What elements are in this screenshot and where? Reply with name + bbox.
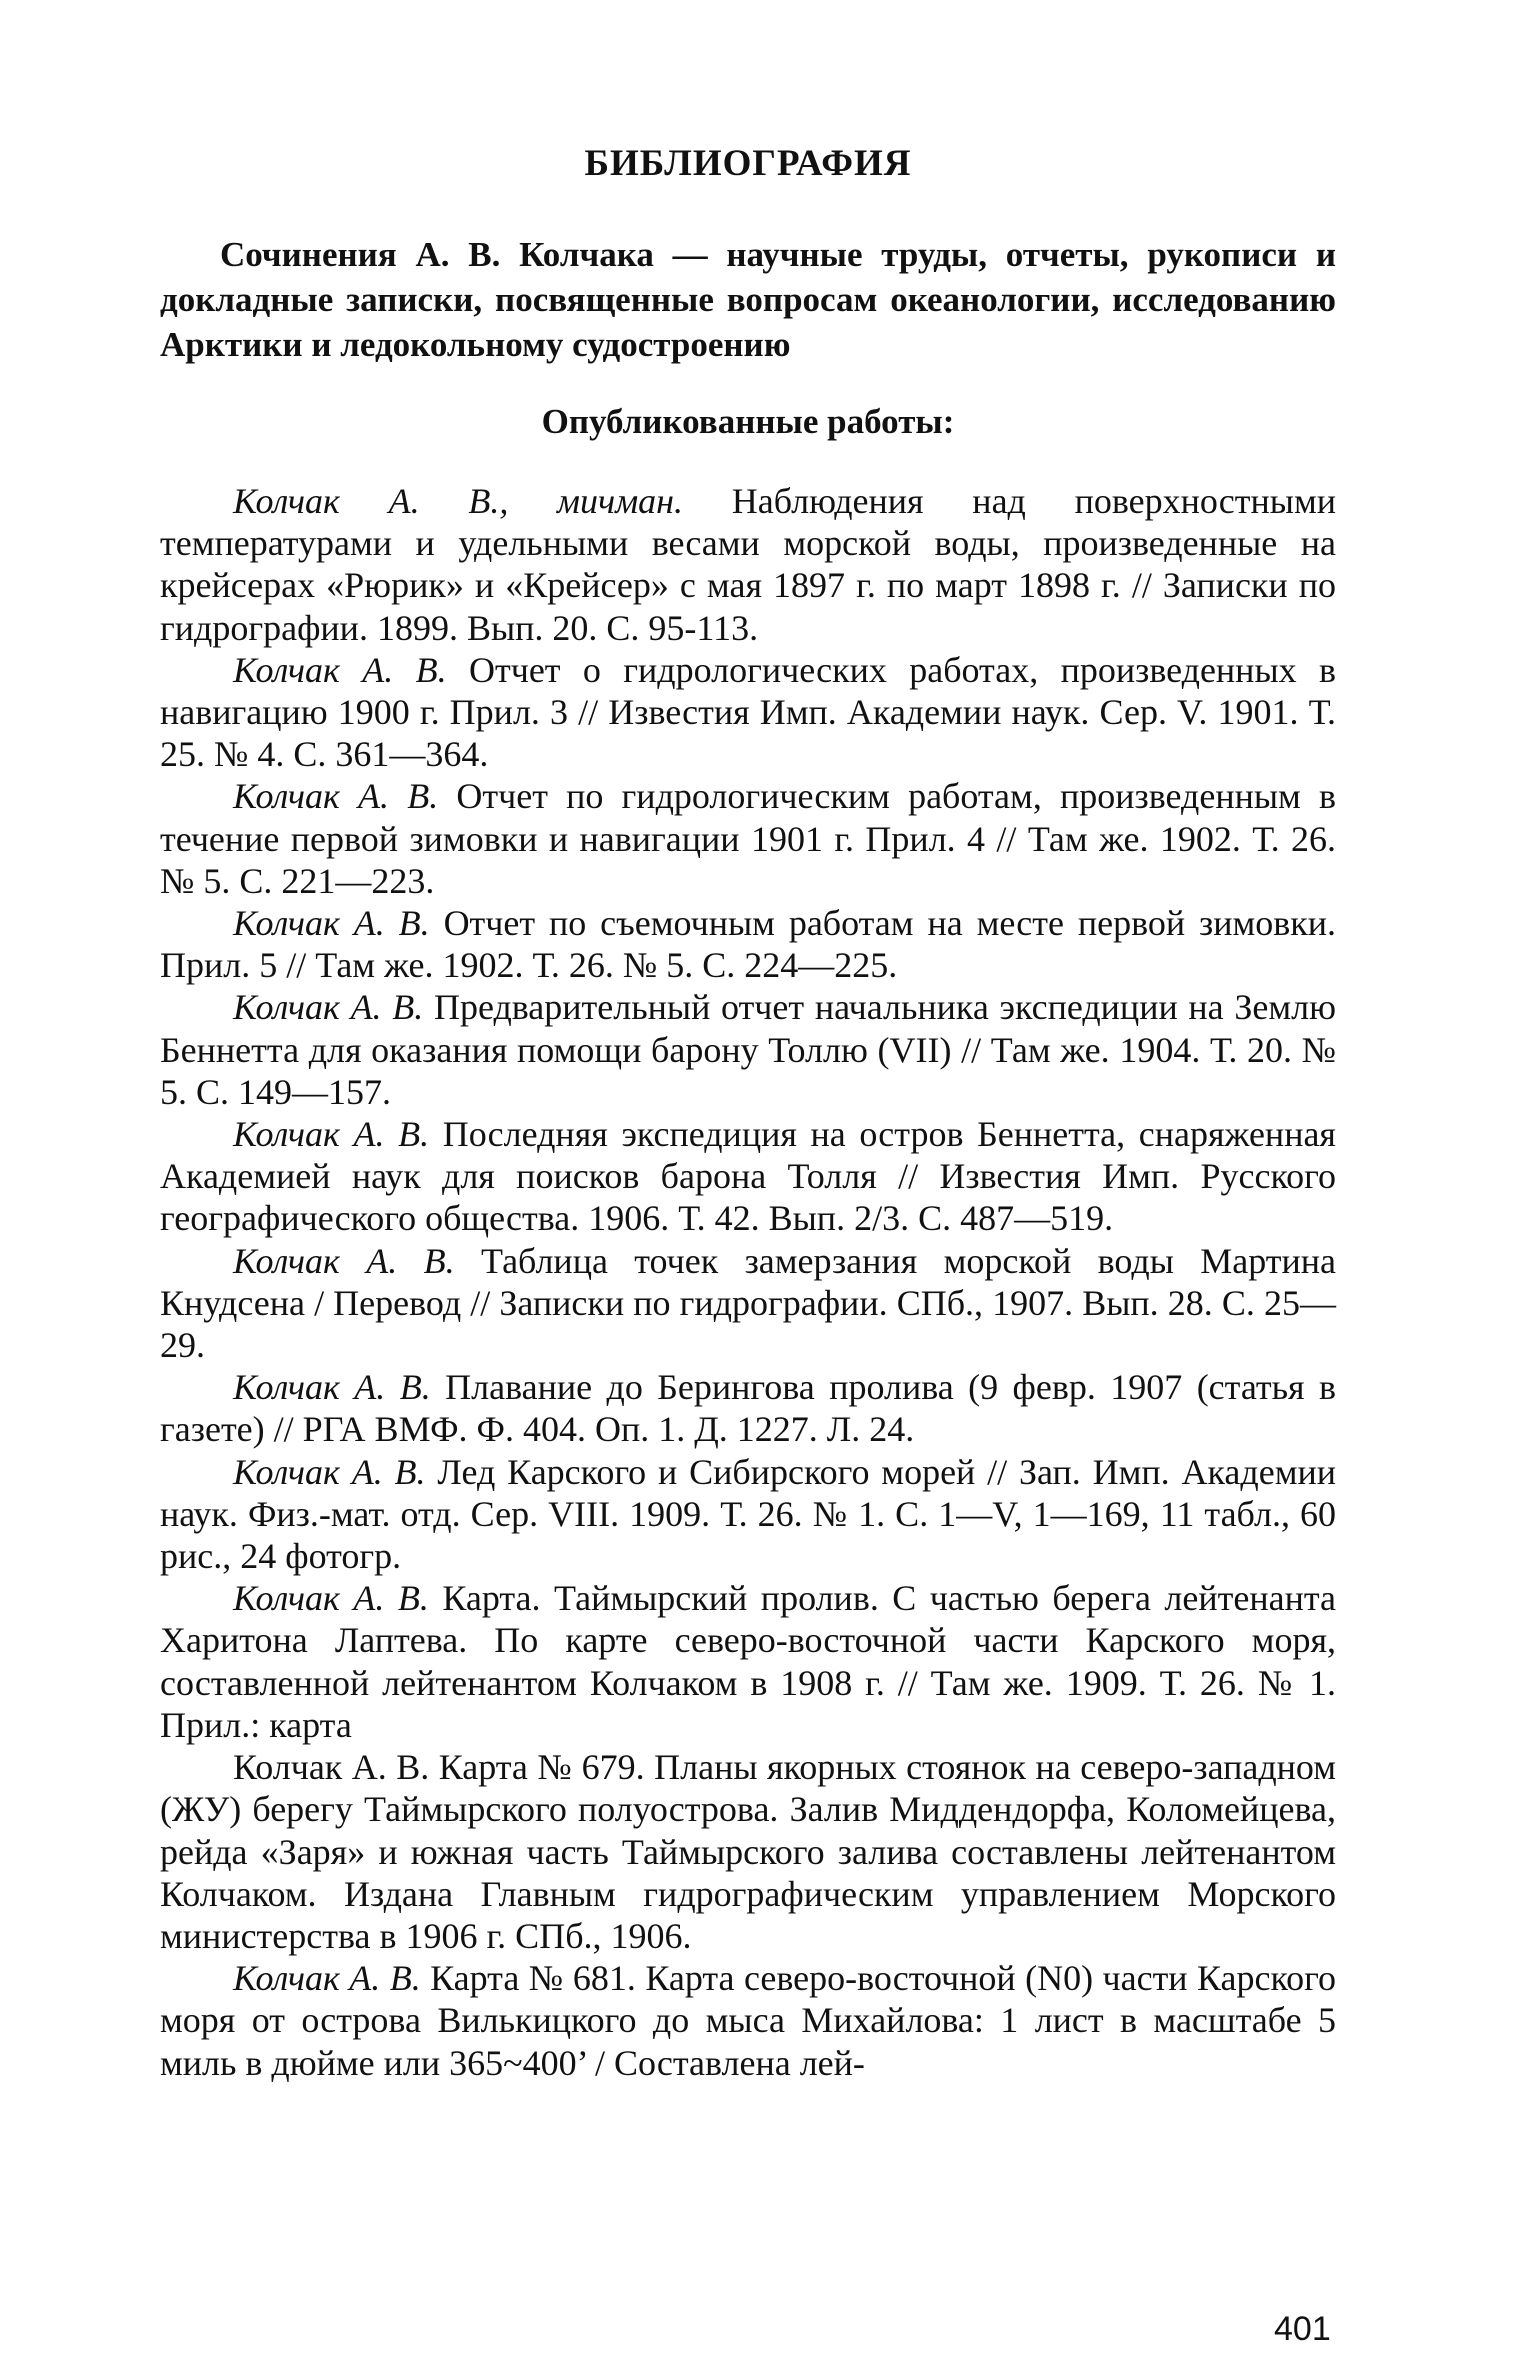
entry-author: Колчак А. В. (233, 1240, 455, 1281)
entry-author: Колчак А. В. (233, 776, 439, 817)
entry-author: Колчак А. В. (233, 1451, 426, 1492)
section-title: Опубликованные работы: (541, 402, 955, 441)
bibliography-entry (160, 986, 1336, 1113)
bibliography-entry (160, 1957, 1336, 2084)
bibliography-entry (160, 902, 1336, 986)
page-heading: БИБЛИОГРАФИЯ (584, 143, 912, 184)
entry-text: Плавание до Берингова пролива (9 февр. 1907 (статья в газете) // РГА ВМФ. Ф. 404. Оп. 1. Д. 1227. Л. 24. (160, 1367, 1337, 1450)
bibliography-entry (160, 1451, 1336, 1578)
bibliography-list (160, 480, 1336, 2084)
entry-text: Карта № 681. Карта северо-восточной (N0) части Карского моря от острова Вилькицкого до мыса Михайлова: 1 лист в масштабе 5 миль в дюйме или 365~400’ / Составлена лей- (160, 1958, 1337, 2083)
entry-author: Колчак А. В. (233, 1578, 429, 1619)
bibliography-entry (160, 480, 1336, 649)
entry-text: Колчак А. В. Карта № 679. Планы якорных стоянок на северо-западном (ЖУ) берегу Таймырского полуострова. Залив Миддендорфа, Коломейцева, рейда «Заря» и южная часть Таймырского залива составлены лейтенантом Колчаком. Издана Главным гидрографическим управлением Морского министерства в 1906 г. СПб., 1906. (160, 1747, 1336, 1956)
bibliography-entry (160, 1577, 1336, 1746)
entry-text: Лед Карского и Сибирского морей // Зап. Имп. Академии наук. Физ.-мат. отд. Сер. VIII. 1909. Т. 26. № 1. С. 1—V, 1—169, 11 табл., 60 рис., 24 фотогр. (160, 1451, 1337, 1577)
entry-text: Последняя экспедиция на остров Беннетта, снаряженная Академией наук для поисков барона Толля // Известия Имп. Русского географического общества. 1906. Т. 42. Вып. 2/3. С. 487—519. (160, 1114, 1336, 1239)
entry-author: Колчак А. В., мичман. (233, 481, 684, 521)
bibliography-entry (160, 775, 1336, 902)
entry-text: Наблюдения над поверхностными температурами и удельными весами морской воды, произведенные на крейсерах «Рюрик» и «Крейсер» с мая 1897 г. по март 1898 г. // Записки по гидрографии. 1899. Вып. 20. С. 95-113. (160, 481, 1337, 648)
entry-author: Колчак А. В. (233, 1114, 430, 1155)
entry-author: Колчак А. В. (233, 649, 447, 690)
bibliography-entry (160, 1366, 1336, 1450)
entry-author: Колчак А. В. (233, 903, 430, 944)
page-number: 401 (1274, 2310, 1331, 2348)
bibliography-entry (160, 649, 1336, 776)
entry-author: Колчак А. В. (233, 987, 424, 1028)
section-subheading: Сочинения А. В. Колчака — научные труды, отчеты, рукописи и докладные записки, посвященные вопросам океанологии, исследованию Арктики и ледокольному судостроению (160, 235, 1336, 364)
entry-text: Таблица точек замерзания морской воды Мартина Кнудсена / Перевод // Записки по гидрографии. СПб., 1907. Вып. 28. С. 25—29. (160, 1240, 1337, 1366)
entry-author: Колчак А. В. (233, 1958, 421, 1999)
entry-text: Отчет по съемочным работам на месте первой зимовки. Прил. 5 // Там же. 1902. Т. 26. № 5. С. 224—225. (160, 903, 1337, 986)
entry-text: Отчет по гидрологическим работам, произведенным в течение первой зимовки и навигации 1901 г. Прил. 4 // Там же. 1902. Т. 26. № 5. С. 221—223. (160, 776, 1336, 901)
entry-text: Карта. Таймырский пролив. С частью берега лейтенанта Харитона Лаптева. По карте северо-восточной части Карского моря, составленной лейтенантом Колчаком в 1908 г. // Там же. 1909. Т. 26. № 1. Прил.: карта (160, 1578, 1337, 1745)
entry-author: Колчак А. В. (233, 1367, 431, 1408)
bibliography-entry (160, 1746, 1336, 1957)
entry-text: Предварительный отчет начальника экспедиции на Землю Беннетта для оказания помощи барону Толлю (VII) // Там же. 1904. Т. 20. № 5. С. 149—157. (160, 987, 1337, 1112)
bibliography-entry (160, 1113, 1336, 1240)
entry-text: Отчет о гидрологических работах, произведенных в навигацию 1900 г. Прил. 3 // Известия Имп. Академии наук. Сер. V. 1901. Т. 25. № 4. С. 361—364. (160, 649, 1337, 775)
bibliography-entry (160, 1240, 1336, 1367)
